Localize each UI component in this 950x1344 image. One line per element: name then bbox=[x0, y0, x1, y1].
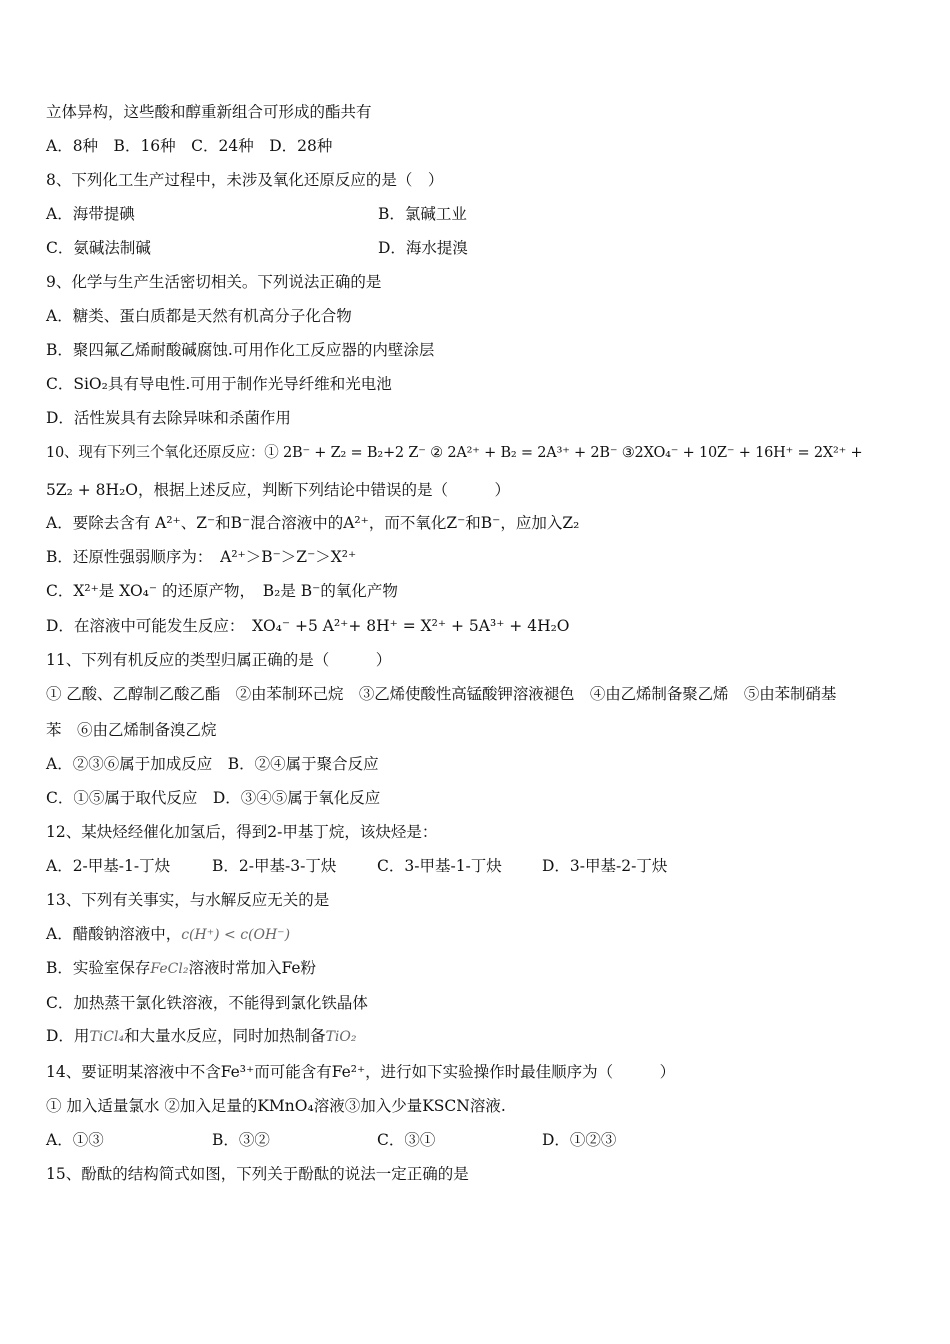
q13-option-d-text: D．用 bbox=[46, 1027, 90, 1045]
q7-options: A．8种 B．16种 C．24种 D．28种 bbox=[46, 137, 333, 155]
q13-option-a bbox=[46, 924, 290, 945]
q13-option-d-text-mid: 和大量水反应，同时加热制备 bbox=[124, 1027, 326, 1045]
q12-option-b: B．2-甲基-3-丁炔 bbox=[212, 857, 337, 875]
q10-option-c: C．X²⁺是 XO₄⁻ 的还原产物， B₂是 B⁻的氧化产物 bbox=[46, 582, 398, 600]
q10-option-d: D．在溶液中可能发生反应： XO₄⁻ +5 A²⁺+ 8H⁺ = X²⁺ + 5A³⁺ + 4H₂O bbox=[46, 617, 570, 635]
q14-option-c: C．③① bbox=[377, 1131, 436, 1149]
q10-stem-line2: 5Z₂ + 8H₂O，根据上述反应，判断下列结论中错误的是（ ） bbox=[46, 481, 510, 499]
q13-option-d-formula-2: TiO₂ bbox=[325, 1029, 357, 1045]
q12-stem: 12、某炔烃经催化加氢后，得到2-甲基丁烷，该炔烃是： bbox=[46, 823, 438, 841]
q8-option-a: A．海带提碘 bbox=[46, 205, 135, 223]
q11-options-cd: C．①⑤属于取代反应 D．③④⑤属于氧化反应 bbox=[46, 789, 381, 807]
q11-stem: 11、下列有机反应的类型归属正确的是（ ） bbox=[46, 651, 392, 669]
q13-option-a-text: A．醋酸钠溶液中， bbox=[46, 925, 182, 943]
q12-option-d: D．3-甲基-2-丁炔 bbox=[542, 857, 668, 875]
q8-option-c: C．氨碱法制碱 bbox=[46, 239, 151, 257]
q14-option-d: D．①②③ bbox=[542, 1131, 617, 1149]
q10-option-a: A．要除去含有 A²⁺、Z⁻和B⁻混合溶液中的A²⁺，而不氧化Z⁻和B⁻，应加入Z₂ bbox=[46, 514, 580, 532]
q14-option-a: A．①③ bbox=[46, 1131, 104, 1149]
q9-option-d: D．活性炭具有去除异味和杀菌作用 bbox=[46, 409, 291, 427]
q8-stem: 8、下列化工生产过程中，未涉及氧化还原反应的是（ ） bbox=[46, 171, 444, 189]
q13-option-a-formula: c(H⁺) < c(OH⁻) bbox=[181, 927, 291, 943]
q9-option-c: C．SiO₂具有导电性.可用于制作光导纤维和光电池 bbox=[46, 375, 392, 393]
q12-option-c: C．3-甲基-1-丁炔 bbox=[377, 857, 502, 875]
q14-items: ① 加入适量氯水 ②加入足量的KMnO₄溶液③加入少量KSCN溶液. bbox=[46, 1097, 506, 1115]
q9-stem: 9、化学与生产生活密切相关。下列说法正确的是 bbox=[46, 273, 382, 291]
q13-option-b-formula: FeCl₂ bbox=[150, 961, 189, 977]
q12-option-a: A．2-甲基-1-丁炔 bbox=[46, 857, 171, 875]
q11-options-ab: A．②③⑥属于加成反应 B．②④属于聚合反应 bbox=[46, 755, 379, 773]
q15-stem: 15、酚酞的结构简式如图，下列关于酚酞的说法一定正确的是 bbox=[46, 1165, 469, 1183]
q13-option-b-text: B．实验室保存 bbox=[46, 959, 151, 977]
q13-option-b bbox=[46, 958, 316, 979]
q13-option-b-text-tail: 溶液时常加入Fe粉 bbox=[188, 959, 317, 977]
q10-option-b: B．还原性强弱顺序为： A²⁺＞B⁻＞Z⁻＞X²⁺ bbox=[46, 548, 357, 566]
q13-option-d bbox=[46, 1026, 356, 1047]
q13-option-d-formula-1: TiCl₄ bbox=[89, 1029, 125, 1045]
q11-items-line2: 苯 ⑥由乙烯制备溴乙烷 bbox=[46, 721, 217, 739]
q9-option-b: B．聚四氟乙烯耐酸碱腐蚀.可用作化工反应器的内壁涂层 bbox=[46, 341, 435, 359]
q10-stem-line1: 10、现有下列三个氧化还原反应：① 2B⁻ + Z₂ = B₂+2 Z⁻ ② 2A²⁺ + B₂ = 2A³⁺ + 2B⁻ ③2XO₄⁻ + 10Z⁻ + 16H⁺ = 2X²⁺ + bbox=[46, 445, 863, 461]
q13-option-c: C．加热蒸干氯化铁溶液，不能得到氯化铁晶体 bbox=[46, 994, 368, 1012]
q14-stem: 14、要证明某溶液中不含Fe³⁺而可能含有Fe²⁺，进行如下实验操作时最佳顺序为（ ） bbox=[46, 1063, 676, 1081]
q11-items-line1: ① 乙酸、乙醇制乙酸乙酯 ②由苯制环己烷 ③乙烯使酸性高锰酸钾溶液褪色 ④由乙烯制备聚乙烯 ⑤由苯制硝基 bbox=[46, 685, 837, 703]
q13-stem: 13、下列有关事实，与水解反应无关的是 bbox=[46, 891, 330, 909]
q14-option-b: B．③② bbox=[212, 1131, 270, 1149]
q7-stem-continued: 立体异构，这些酸和醇重新组合可形成的酯共有 bbox=[46, 103, 372, 121]
q8-option-d: D．海水提溴 bbox=[378, 239, 468, 257]
q9-option-a: A．糖类、蛋白质都是天然有机高分子化合物 bbox=[46, 307, 352, 325]
q8-option-b: B．氯碱工业 bbox=[378, 205, 467, 223]
